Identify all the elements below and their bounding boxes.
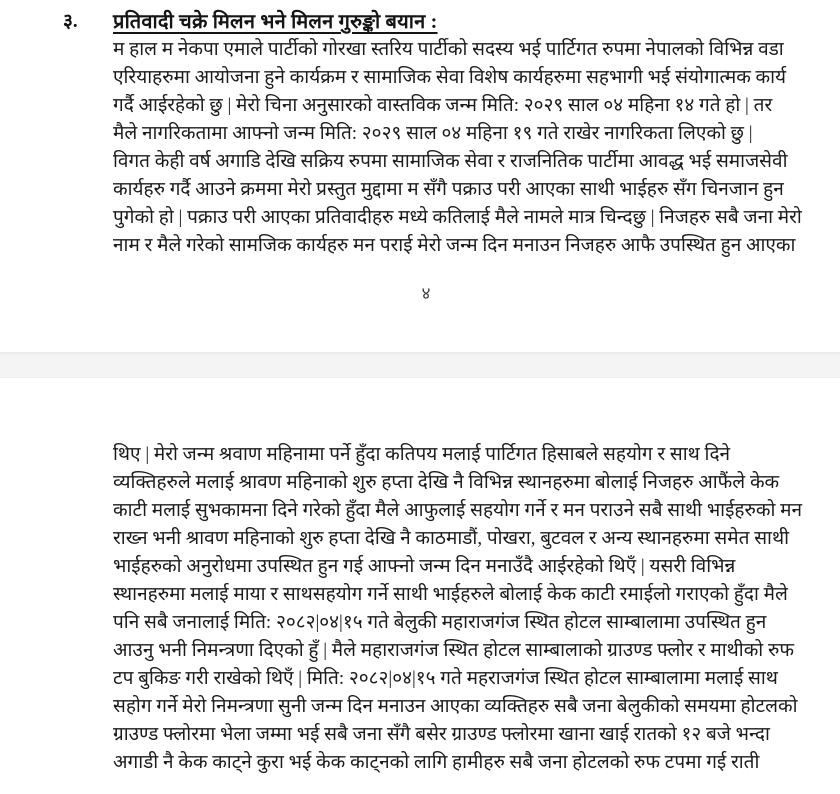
text-line: मैले नागरिकतामा आफ्नो जन्म मिति: २०२९ साल ०४ महिना १९ गते राखेर नागरिकता लिएको छु | [113, 123, 753, 144]
text-line: टप बुकिङ गरी राखेको थिएँ | मिति: २०८२|०४|१५ गते महराजगंज स्थित होटल साम्बालामा मलाई साथ [113, 668, 778, 689]
section-number: ३. [63, 11, 78, 32]
page-separator-band [0, 352, 840, 378]
text-line: नाम र मैले गरेको सामजिक कार्यहरु मन पराई मेरो जन्म दिन मनाउन निजहरु आफै उपस्थित हुन आएका [113, 235, 796, 256]
text-line: ग्राउण्ड फ्लोरमा भेला जम्मा भई सबै जना सँगै बसेर ग्राउण्ड फ्लोरमा खाना खाई रातको १२ बजे भन्दा [113, 724, 770, 745]
text-line: थिए | मेरो जन्म श्रवाण महिनामा पर्ने हुँदा कतिपय मलाई पार्टिगत हिसाबले सहयोग र साथ दिने [113, 444, 731, 465]
text-line: राख्न भनी श्रावण महिनाको शुरु हप्ता देखि नै काठमाडौं, पोखरा, बुटवल र अन्य स्थानहरुमा समेत साथी [113, 528, 790, 549]
page-number: ४ [421, 284, 431, 303]
text-line: पुगेको हो | पक्राउ परी आएका प्रतिवादीहरु मध्ये कतिलाई मैले नामले मात्र चिन्दछु | निजहरु सबै जना मेरो [113, 207, 802, 228]
text-line: अगाडी नै केक काट्ने कुरा भई केक काट्नको लागि हामीहरु सबै जना होटलको रुफ टपमा गई राती [113, 752, 760, 773]
text-line: एरियाहरुमा आयोजना हुने कार्यक्रम र सामाजिक सेवा विशेष कार्यहरुमा सहभागी भई संयोगात्मक कार्य [113, 67, 787, 88]
section-heading: प्रतिवादी चक्रे मिलन भने मिलन गुरुङ्को बयान : [113, 11, 438, 33]
text-line: आउनु भनी निमन्त्रणा दिएको हुँ | मैले महाराजगंज स्थित होटल साम्बालाको ग्राउण्ड फ्लोर र माथीको रुफ [113, 640, 794, 661]
text-line: काटी मलाई सुभकामना दिने गरेको हुँदा मैले आफुलाई सहयोग गर्ने र मन पराउने सबै साथी भाईहरुको मन [113, 500, 803, 521]
text-line: गर्दै आईरहेको छु | मेरो चिना अनुसारको वास्तविक जन्म मिति: २०२९ साल ०४ महिना १४ गते हो | तर [113, 95, 773, 116]
text-line: स्थानहरुमा मलाई माया र साथसहयोग गर्ने साथी भाईहरुले बोलाई केक काटी रमाईलो गराएको हुँदा मैले [113, 584, 788, 605]
text-line: व्यक्तिहरुले मलाई श्रावण महिनाको शुरु हप्ता देखि नै विभिन्न स्थानहरुमा बोलाई निजहरु आफैंले केक [113, 472, 780, 493]
text-line: पनि सबै जनालाई मिति: २०८२|०४|१५ गते बेलुकी महाराजगंज स्थित होटल साम्बालामा उपस्थित हुन [113, 612, 767, 633]
page2-text-block [113, 441, 803, 777]
text-line: भाईहरुको अनुरोधमा उपस्थित हुन गई आफ्नो जन्म दिन मनाउँदै आईरहेको थिएँ | यसरी विभिन्न [113, 556, 736, 577]
page1-text-block [113, 36, 803, 260]
text-line: विगत केही वर्ष अगाडि देखि सक्रिय रुपमा सामाजिक सेवा र राजनितिक पार्टीमा आवद्ध भई समाजसेवी [113, 151, 788, 172]
section-heading-row [0, 5, 840, 35]
text-line: सहोग गर्ने मेरो निमन्त्रणा सुनी जन्म दिन मनाउन आएका व्यक्तिहरु सबै जना बेलुकीको समयमा होटलको [113, 696, 798, 717]
text-line: म हाल म नेकपा एमाले पार्टीको गोरखा स्तरिय पार्टीको सदस्य भई पार्टिगत रुपमा नेपालको विभिन्न वडा [113, 39, 784, 60]
text-line: कार्यहरु गर्दै आउने क्रममा मेरो प्रस्तुत मुद्दामा म सँगै पक्राउ परी आएका साथी भाईहरु सँग चिनजान हुन [113, 179, 784, 200]
